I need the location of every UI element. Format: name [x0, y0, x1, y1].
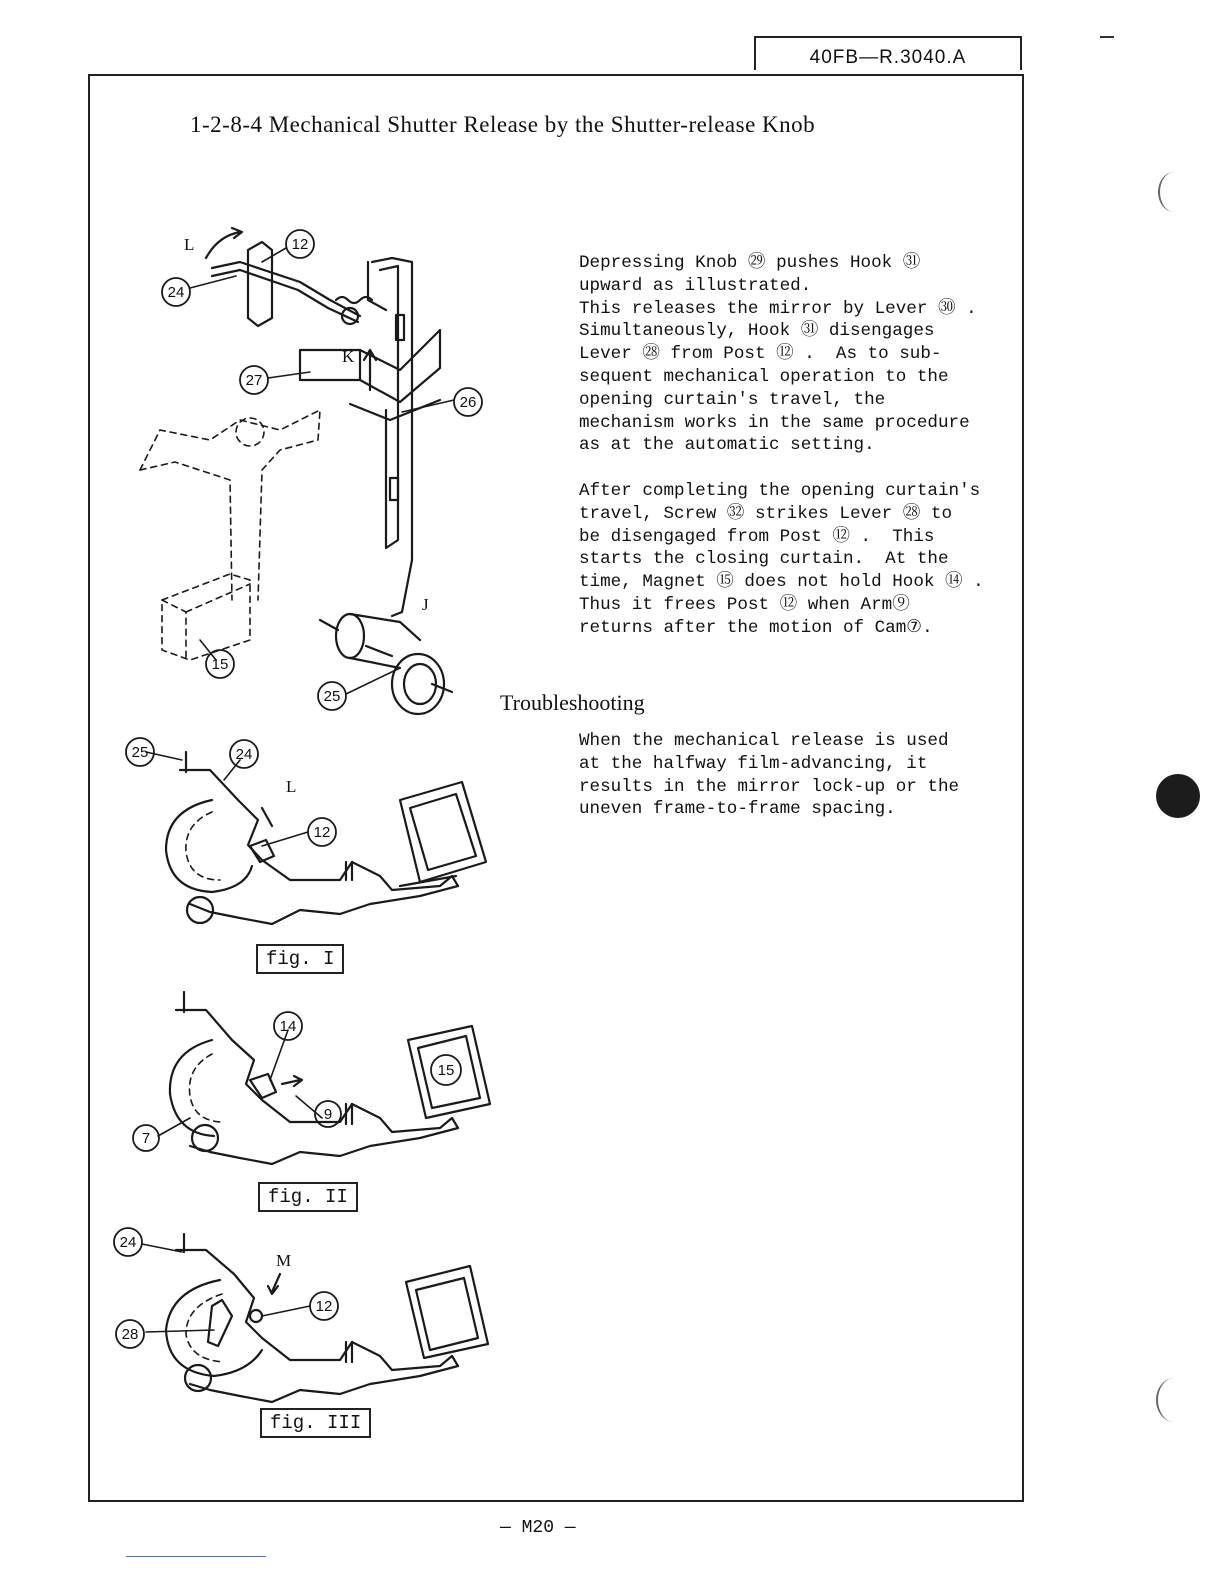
description-paragraph-1: Depressing Knob ㉙ pushes Hook ㉛ upward as illustrated. This releases the mirror by Lever ㉚ . Simultaneously, Hook ㉛ disengages Lever ㉘ from Post ⑫ . As to sub- sequent mechanical operation to the opening curtain's travel, the mechanism works in the same procedure as at the automatic setting.	[579, 253, 977, 456]
callout-15-fig2	[431, 1055, 461, 1085]
svg-text:24: 24	[235, 746, 253, 763]
svg-text:28: 28	[121, 1326, 139, 1343]
callout-24-main	[162, 278, 190, 306]
fig-2-label: fig. II	[258, 1182, 358, 1212]
page-number: — M20 —	[500, 1518, 576, 1538]
scan-mark	[1100, 36, 1114, 38]
svg-text:24: 24	[119, 1234, 137, 1251]
svg-text:14: 14	[279, 1018, 297, 1035]
punch-hole-mark	[1156, 1378, 1192, 1422]
callout-25-main	[318, 682, 346, 710]
callout-12-main	[286, 230, 314, 258]
callout-26-main	[454, 388, 482, 416]
callout-group	[114, 230, 482, 1348]
label-L-main: L	[184, 235, 195, 254]
svg-text:25: 25	[323, 688, 341, 705]
callout-25-fig1	[126, 738, 154, 766]
callout-28-fig3	[116, 1320, 144, 1348]
callout-24-fig1	[230, 740, 258, 768]
document-id: 40FB—R.3040.A	[754, 36, 1022, 70]
svg-text:26: 26	[459, 394, 477, 411]
label-M-fig3: M	[276, 1251, 292, 1270]
svg-text:7: 7	[141, 1130, 151, 1147]
troubleshooting-text: When the mechanical release is used at the halfway film-advancing, it results in the mirror lock-up or the uneven frame-to-frame spacing.	[579, 731, 960, 820]
callout-14-fig2	[274, 1012, 302, 1040]
label-J-main: J	[422, 595, 429, 614]
troubleshooting-heading: Troubleshooting	[500, 690, 645, 715]
fig-3-drawing	[166, 1234, 488, 1402]
svg-text:27: 27	[245, 372, 263, 389]
svg-text:12: 12	[291, 236, 309, 253]
svg-text:25: 25	[131, 744, 149, 761]
scan-line	[126, 1556, 266, 1557]
fig-1-label: fig. I	[256, 944, 344, 974]
callout-27-main	[240, 366, 268, 394]
label-K-main: K	[342, 347, 355, 366]
section-title: 1-2-8-4 Mechanical Shutter Release by the Shutter-release Knob	[190, 112, 816, 137]
svg-text:15: 15	[211, 656, 229, 673]
callout-24-fig3	[114, 1228, 142, 1256]
callout-15-main	[206, 650, 234, 678]
svg-text:9: 9	[323, 1106, 333, 1123]
svg-text:24: 24	[167, 284, 185, 301]
svg-text:12: 12	[313, 824, 331, 841]
callout-7-fig2	[133, 1125, 159, 1151]
callout-12-fig3	[310, 1292, 338, 1320]
punch-hole-mark	[1158, 172, 1190, 212]
svg-text:12: 12	[315, 1298, 333, 1315]
svg-text:15: 15	[437, 1062, 455, 1079]
callout-12-fig1	[308, 818, 336, 846]
label-L-fig1: L	[286, 777, 297, 796]
description-paragraph-2: After completing the opening curtain's travel, Screw ㉜ strikes Lever ㉘ to be disengaged from Post ⑫ . This starts the closing curtain. At the time, Magnet ⑮ does not hold Hook ⑭ . Thus it frees Post ⑫ when Arm⑨ returns after the motion of Cam⑦.	[579, 481, 984, 638]
fig-3-label: fig. III	[260, 1408, 371, 1438]
punch-hole	[1156, 774, 1200, 818]
